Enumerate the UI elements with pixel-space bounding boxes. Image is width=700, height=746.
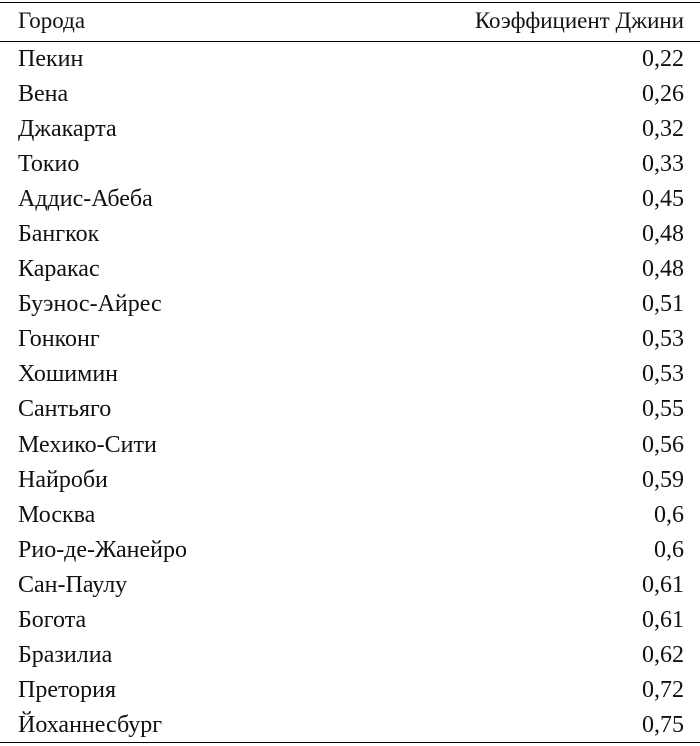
city-cell: Рио-де-Жанейро	[18, 536, 187, 563]
gini-value-cell: 0,51	[642, 291, 684, 318]
table-body	[0, 42, 700, 743]
gini-value-cell: 0,75	[642, 711, 684, 738]
table-row	[0, 463, 700, 498]
city-cell: Токио	[18, 151, 80, 178]
table-row	[0, 428, 700, 463]
city-cell: Сантьяго	[18, 396, 112, 423]
table-row	[0, 498, 700, 533]
gini-value-cell: 0,6	[654, 536, 684, 563]
table-row	[0, 42, 700, 77]
table-row	[0, 147, 700, 182]
table-row	[0, 568, 700, 603]
table-header	[0, 4, 700, 40]
gini-value-cell: 0,56	[642, 431, 684, 458]
gini-value-cell: 0,22	[642, 46, 684, 72]
gini-value-cell: 0,48	[642, 256, 684, 283]
header-gini: Коэффициент Джини	[474, 8, 684, 33]
table-row	[0, 252, 700, 287]
city-cell: Претория	[18, 676, 117, 703]
gini-value-cell: 0,62	[642, 641, 684, 668]
table-top-rule	[0, 2, 700, 3]
gini-value-cell: 0,61	[642, 606, 684, 633]
city-cell: Бразилиа	[18, 641, 113, 668]
table-row	[0, 392, 700, 427]
table-row	[0, 217, 700, 252]
gini-value-cell: 0,26	[642, 81, 684, 108]
city-cell: Йоханнесбург	[18, 711, 163, 738]
gini-value-cell: 0,72	[642, 676, 684, 703]
table-row	[0, 708, 700, 743]
city-cell: Бангкок	[18, 221, 100, 248]
gini-value-cell: 0,48	[642, 221, 684, 248]
header-city: Города	[18, 8, 86, 33]
city-cell: Буэнос-Айрес	[18, 291, 162, 318]
gini-value-cell: 0,53	[642, 326, 684, 353]
gini-value-cell: 0,59	[642, 466, 684, 493]
city-cell: Мехико-Сити	[18, 431, 157, 458]
city-cell: Каракас	[18, 256, 100, 283]
table-row	[0, 673, 700, 708]
gini-value-cell: 0,6	[654, 501, 684, 528]
gini-value-cell: 0,61	[642, 571, 684, 598]
table-bottom-rule	[0, 742, 700, 743]
city-cell: Аддис-Абеба	[18, 186, 153, 213]
table-row	[0, 112, 700, 147]
city-cell: Вена	[18, 81, 69, 108]
table-row	[0, 638, 700, 673]
city-cell: Москва	[18, 501, 96, 528]
city-cell: Хошимин	[18, 361, 119, 388]
table-row	[0, 533, 700, 568]
city-cell: Богота	[18, 606, 87, 633]
city-cell: Сан-Паулу	[18, 571, 128, 598]
gini-value-cell: 0,55	[642, 396, 684, 423]
city-cell: Гонконг	[18, 326, 100, 353]
city-cell: Найроби	[18, 466, 108, 493]
gini-value-cell: 0,53	[642, 361, 684, 388]
table-row	[0, 322, 700, 357]
table-row	[0, 603, 700, 638]
table-row	[0, 357, 700, 392]
city-cell: Джакарта	[18, 116, 117, 143]
table-row	[0, 182, 700, 217]
table-row	[0, 287, 700, 322]
gini-value-cell: 0,45	[642, 186, 684, 213]
gini-value-cell: 0,33	[642, 151, 684, 178]
gini-value-cell: 0,32	[642, 116, 684, 143]
city-cell: Пекин	[18, 46, 84, 72]
table-row	[0, 77, 700, 112]
